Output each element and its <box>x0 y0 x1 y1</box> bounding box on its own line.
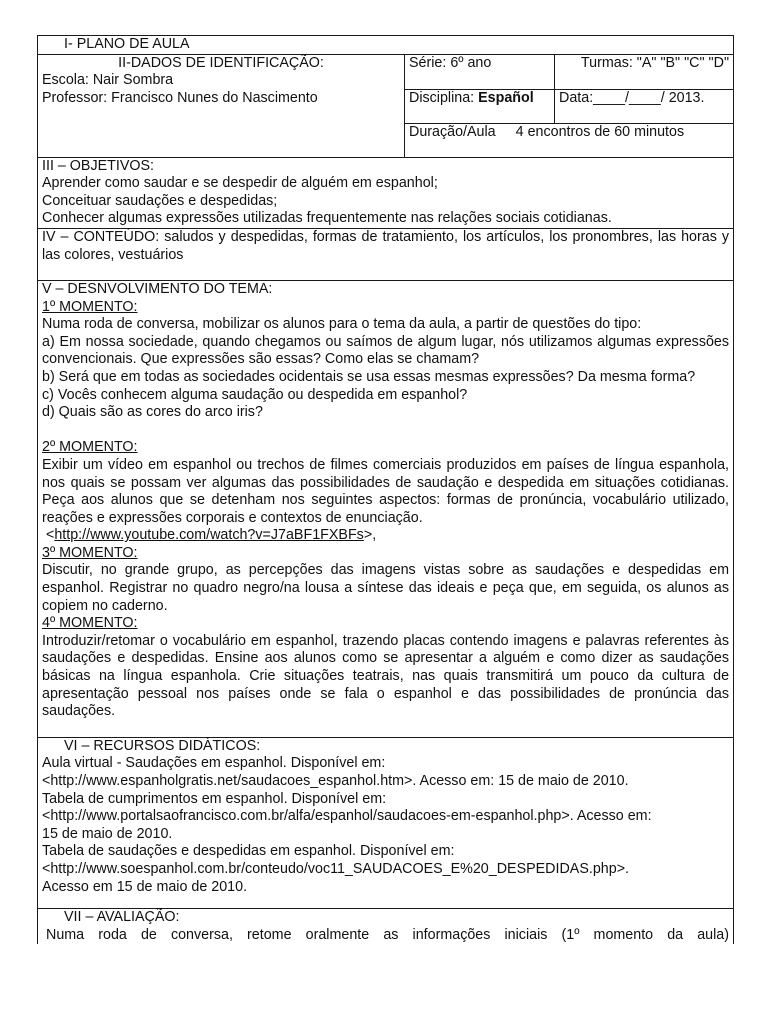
disciplina-value: Español <box>478 89 534 106</box>
momento-1-question-d: d) Quais são as cores do arco iris? <box>42 404 263 421</box>
duracao-cell <box>405 123 734 157</box>
recurso-line: Tabela de saudações e despedidas em espanhol. Disponível em: <box>42 843 455 860</box>
recurso-line: 15 de maio de 2010. <box>42 825 173 842</box>
recurso-line: Acesso em 15 de maio de 2010. <box>42 878 248 895</box>
momento-2-text: Exibir um vídeo em espanhol ou trechos de filmes comerciais produzidos em países de língua espanhola, nos quais se possam ver algumas das possibilidades de saudação e despedida em situações cotidianas. Peça aos alunos que se detenham nos seguintes aspectos: formas de pronúncia, vocabulário utilizado, reações e expressões corporais e contextos de enunciação. <http://www.youtube.com/watch?v=J7aBF1FXBFs>, <box>42 456 730 544</box>
desenvolvimento-row <box>38 280 734 737</box>
recursos-row <box>38 737 734 908</box>
avaliacao-row <box>38 909 734 945</box>
recursos-section <box>38 737 734 908</box>
momento-4-title: 4º MOMENTO: <box>42 615 138 632</box>
recurso-line: <http://www.soespanhol.com.br/conteudo/voc11_SAUDACOES_E%20_DESPEDIDAS.php>. <box>42 860 630 877</box>
title-row <box>38 36 734 55</box>
identification-title: II-DADOS DE IDENTIFICAÇÃO: <box>118 54 324 71</box>
momento-1-question-a: a) Em nossa sociedade, quando chegamos ou saímos de algum lugar, nós utilizamos algumas expressões convencionais. Que expressões são essas? Como elas se chamam? <box>42 333 730 368</box>
recursos-title: VI – RECURSOS DIDÁTICOS: <box>64 737 261 754</box>
teacher-name: Professor: Francisco Nunes do Nascimento <box>42 89 318 106</box>
disciplina-label: Disciplina: <box>409 89 479 106</box>
objetivos-section <box>38 157 734 228</box>
objetivo-item: Conceituar saudações e despedidas; <box>42 192 278 209</box>
youtube-link[interactable]: http://www.youtube.com/watch?v=J7aBF1FXBFs <box>54 527 364 544</box>
disciplina-cell <box>405 89 555 123</box>
identification-cell <box>38 54 405 157</box>
conteudo-row <box>38 228 734 280</box>
school-name: Escola: Nair Sombra <box>42 72 174 89</box>
momento-3-text: Discutir, no grande grupo, as percepções das imagens vistas sobre as saudações e despedidas em espanhol. Registrar no quadro negro/na lousa a síntese das ideais e peça que, em seguida, os alunos as copiem no caderno. <box>42 562 730 614</box>
serie-cell: Série: 6º ano <box>405 54 555 89</box>
momento-3-title: 3º MOMENTO: <box>42 544 138 561</box>
avaliacao-section <box>38 909 734 945</box>
objetivos-title: III – OBJETIVOS: <box>42 157 155 174</box>
duracao-label: Duração/Aula <box>409 123 496 140</box>
avaliacao-title: VII – AVALIAÇÃO: <box>64 909 180 926</box>
objetivo-item: Aprender como saudar e se despedir de alguém em espanhol; <box>42 175 438 192</box>
recurso-line: Aula virtual - Saudações em espanhol. Disponível em: <box>42 755 386 772</box>
objetivo-item: Conhecer algumas expressões utilizadas frequentemente nas relações sociais cotidianas. <box>42 210 612 227</box>
momento-4-text: Introduzir/retomar o vocabulário em espanhol, trazendo placas contendo imagens e palavras referentes às saudações e despedidas. Ensine aos alunos como se apresentar a alguém e como dizer as saudações básicas na língua espanhola. Crie situações teatrais, nas quais transmitirá um pouco da cultura de apresentação pessoal nos países onde se fala o espanhol e das possibilidades de pronúncia das saudações. <box>42 632 730 720</box>
momento-2-title: 2º MOMENTO: <box>42 439 138 456</box>
duracao-value: 4 encontros de 60 minutos <box>515 123 685 140</box>
desenvolvimento-title: V – DESNVOLVIMENTO DO TEMA: <box>42 280 273 297</box>
recurso-line: <http://www.portalsaofrancisco.com.br/alfa/espanhol/saudacoes-em-espanhol.php>. Acesso em: <box>42 808 652 825</box>
momento-1-question-b: b) Será que em todas as sociedades ocidentais se usa essas mesmas expressões? Da mesma forma? <box>42 368 696 385</box>
momento-2-body: Exibir um vídeo em espanhol ou trechos de filmes comerciais produzidos em países de língua espanhola, nos quais se possam ver algumas das possibilidades de saudação e despedida em situações cotidianas. Peça aos alunos que se detenham nos seguintes aspectos: formas de pronúncia, vocabulário utilizado, reações e expressões corporais e contextos de enunciação. <box>42 456 730 526</box>
momento-1-intro: Numa roda de conversa, mobilizar os alunos para o tema da aula, a partir de questões do tipo: <box>42 316 642 333</box>
avaliacao-text: Numa roda de conversa, retome oralmente as informações iniciais (1º momento da aula) <box>46 926 730 943</box>
plan-title: I- PLANO DE AULA <box>38 36 734 55</box>
recurso-line: <http://www.espanholgratis.net/saudacoes_espanhol.htm>. Acesso em: 15 de maio de 2010. <box>42 773 629 789</box>
lesson-plan-page <box>37 35 733 944</box>
momento-1-question-c: c) Vocês conhecem alguma saudação ou despedida em espanhol? <box>42 386 468 403</box>
lesson-plan-table <box>37 35 734 944</box>
date-cell: Data:____/____/ 2013. <box>555 89 734 123</box>
objetivos-row <box>38 157 734 228</box>
conteudo-section <box>38 228 734 280</box>
momento-1-title: 1º MOMENTO: <box>42 298 138 315</box>
identification-row <box>38 54 734 89</box>
desenvolvimento-section <box>38 280 734 737</box>
turmas-cell: Turmas: "A" "B" "C" "D" <box>555 54 734 89</box>
conteudo-text: IV – CONTEÚDO: saludos y despedidas, formas de tratamiento, los artículos, los pronombres, las horas y las colores, vestuários <box>42 228 730 263</box>
recurso-line: Tabela de cumprimentos em espanhol. Disponível em: <box>42 790 387 807</box>
